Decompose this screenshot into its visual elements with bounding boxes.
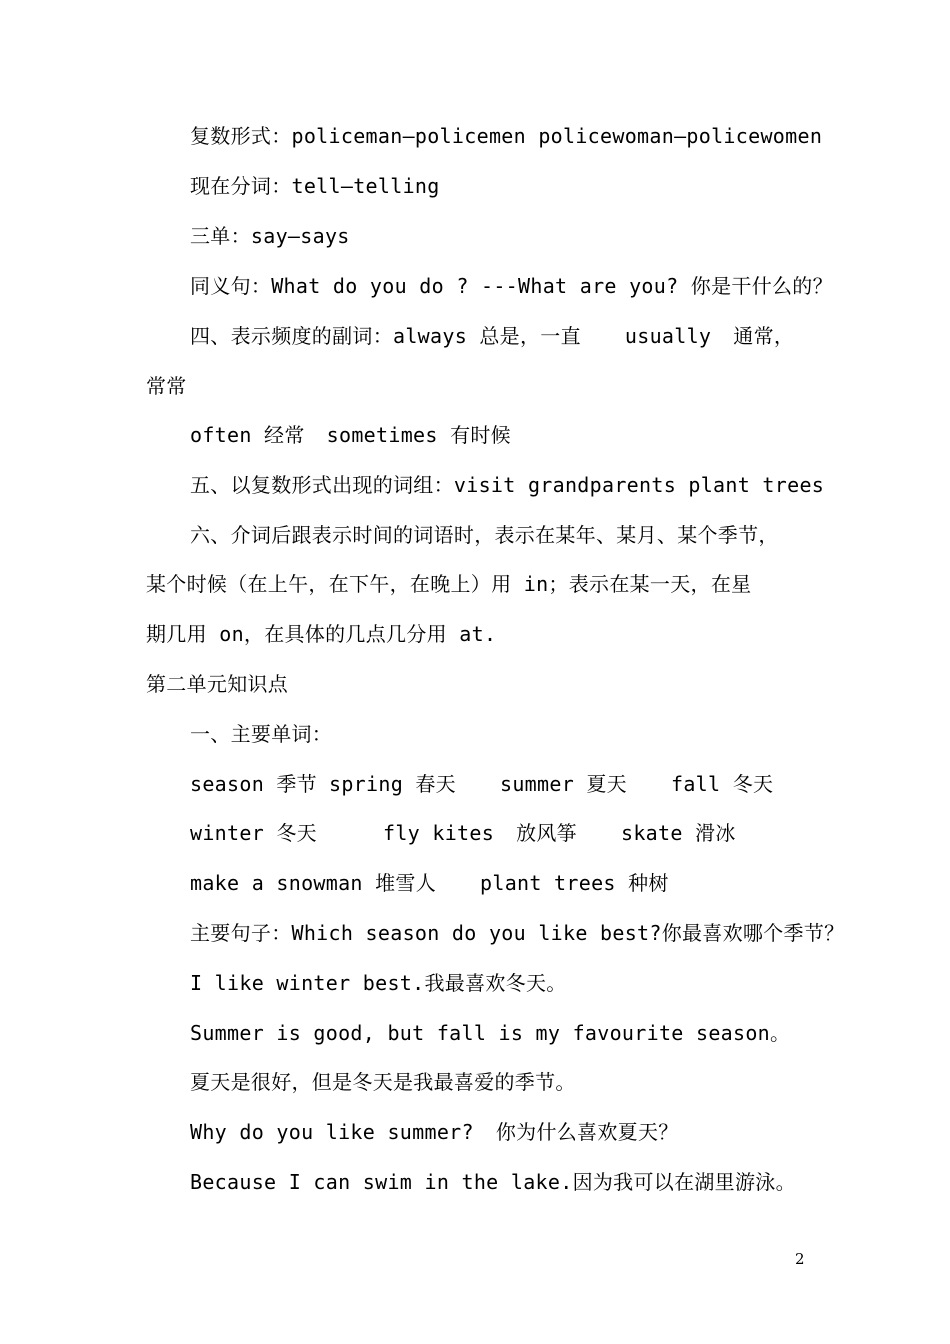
- vocab-spring: spring 春天: [329, 772, 456, 796]
- vocab-winter: winter 冬天: [190, 821, 317, 845]
- text-line-synonym-sentence: 同义句：What do you do ? ---What are you? 你是干什么的？: [190, 274, 833, 298]
- text-line-vocab-seasons: [190, 771, 773, 797]
- text-line-why-summer: [190, 1119, 679, 1145]
- vocab-fly-kites-meaning: 放风筝: [516, 821, 577, 845]
- page-number: 2: [795, 1250, 805, 1268]
- text-line-main-words-heading: 一、主要单词：: [190, 722, 333, 746]
- frequency-often: often 经常: [190, 423, 305, 447]
- text-line-because-swim: Because I can swim in the lake.因为我可以在湖里游泳。: [190, 1170, 796, 1194]
- vocab-season: season 季节: [190, 772, 317, 796]
- text-line-present-participle: 现在分词：tell—telling: [190, 174, 440, 198]
- text-line-vocab-more: [190, 870, 669, 896]
- frequency-sometimes: sometimes 有时候: [326, 423, 511, 447]
- vocab-skate: skate 滑冰: [620, 821, 736, 845]
- text-line-preposition-rule-3: 期几用 on，在具体的几点几分用 at.: [146, 622, 497, 646]
- text-line-third-person: 三单：say—says: [190, 224, 350, 248]
- text-line-vocab-activities: [190, 820, 736, 846]
- vocab-plant-trees: plant trees 种树: [480, 871, 669, 895]
- text-line-frequency-adverbs: [190, 323, 794, 349]
- vocab-summer: summer 夏天: [500, 772, 627, 796]
- text-line-summer-good: Summer is good, but fall is my favourite season。: [190, 1021, 791, 1045]
- vocab-make-a-snowman: make a snowman 堆雪人: [190, 871, 437, 895]
- why-summer-english: Why do you like summer?: [190, 1120, 474, 1144]
- why-summer-chinese: 你为什么喜欢夏天？: [495, 1120, 679, 1144]
- vocab-fly-kites: fly kites: [383, 821, 495, 845]
- text-line-summer-good-translation: 夏天是很好，但是冬天是我最喜爱的季节。: [190, 1070, 576, 1094]
- section-heading-unit-two: 第二单元知识点: [146, 672, 289, 696]
- frequency-usually-meaning: 通常，: [733, 324, 795, 348]
- text-line-often-meaning: 常常: [146, 374, 187, 398]
- text-line-plural-phrases: 五、以复数形式出现的词组：visit grandparents plant trees: [190, 473, 825, 497]
- text-line-main-sentence: 主要句子：Which season do you like best?你最喜欢哪个季节？: [190, 921, 845, 945]
- frequency-usually: usually: [624, 324, 712, 348]
- text-line-plural-forms: 复数形式：policeman—policemen policewoman—policewomen: [190, 124, 823, 148]
- text-line-preposition-rule-1: 六、介词后跟表示时间的词语时，表示在某年、某月、某个季节，: [190, 523, 779, 547]
- text-line-like-winter: I like winter best.我最喜欢冬天。: [190, 971, 567, 995]
- vocab-fall: fall 冬天: [671, 772, 774, 796]
- text-line-preposition-rule-2: 某个时候（在上午，在下午，在晚上）用 in；表示在某一天，在星: [146, 572, 752, 596]
- frequency-always: 四、表示频度的副词：always 总是，一直: [190, 324, 581, 348]
- text-line-often-sometimes: [190, 422, 511, 448]
